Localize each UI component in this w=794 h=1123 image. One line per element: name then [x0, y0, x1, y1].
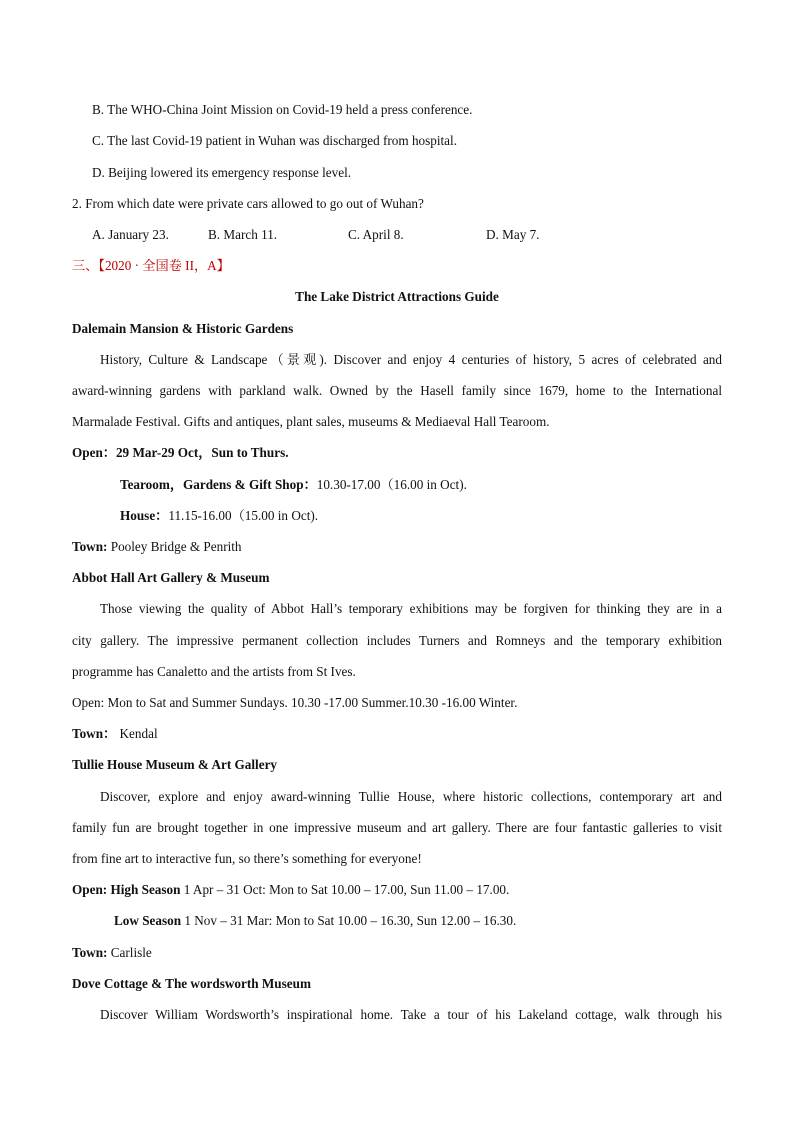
- tullie-paragraph-line-1: Discover, explore and enjoy award-winning Tullie House, where historic collections, contemporary art and: [100, 789, 722, 804]
- dalemain-paragraph-line-1: History, Culture & Landscape（景观). Discover and enjoy 4 centuries of history, 5 acres of celebrated and: [100, 352, 722, 367]
- high-season-label: Open: High Season: [72, 882, 181, 897]
- tullie-town: [72, 944, 722, 962]
- town-label: Town:: [72, 539, 108, 554]
- abbot-paragraph-line-2: city gallery. The impressive permanent collection includes Turners and Romneys and the temporary exhibition: [72, 633, 722, 648]
- tullie-high-season: [72, 881, 722, 899]
- abbot-open: Open: Mon to Sat and Summer Sundays. 10.30 -17.00 Summer.10.30 -16.00 Winter.: [72, 695, 518, 710]
- option-1b: B. The WHO-China Joint Mission on Covid-19 held a press conference.: [92, 102, 473, 117]
- high-season-hours: 1 Apr – 31 Oct: Mon to Sat 10.00 – 17.00, Sun 11.00 – 17.00.: [183, 882, 510, 897]
- section-heading: 三、【2020 · 全国卷 II，A】: [72, 258, 230, 273]
- town-value: Kendal: [119, 726, 158, 741]
- option-2c: C. April 8.: [348, 227, 404, 242]
- house-label: House：: [120, 508, 169, 523]
- town-label: Town:: [72, 945, 108, 960]
- dalemain-paragraph-line-2: award-winning gardens with parkland walk. Owned by the Hasell family since 1679, home to the International: [72, 383, 722, 398]
- dalemain-tearoom-hours: [120, 476, 770, 494]
- guide-title: The Lake District Attractions Guide: [295, 289, 499, 304]
- house-hours: 11.15-16.00（15.00 in Oct).: [168, 508, 319, 523]
- dalemain-town: [72, 538, 722, 556]
- dalemain-heading: Dalemain Mansion & Historic Gardens: [72, 321, 294, 336]
- town-value: Carlisle: [110, 945, 152, 960]
- dalemain-house-hours: [120, 507, 770, 525]
- dove-paragraph-line-1: Discover William Wordsworth’s inspirational home. Take a tour of his Lakeland cottage, walk through his: [100, 1007, 722, 1022]
- tearoom-label: Tearoom，Gardens & Gift Shop：: [120, 477, 317, 492]
- tullie-paragraph-line-3: from fine art to interactive fun, so there’s something for everyone!: [72, 851, 422, 866]
- question-2: 2. From which date were private cars allowed to go out of Wuhan?: [72, 196, 424, 211]
- option-2a: A. January 23.: [92, 227, 169, 242]
- option-2b: B. March 11.: [208, 227, 278, 242]
- dalemain-paragraph-line-3: Marmalade Festival. Gifts and antiques, plant sales, museums & Mediaeval Hall Tearoom.: [72, 414, 550, 429]
- abbot-town: [72, 725, 722, 743]
- option-1c: C. The last Covid-19 patient in Wuhan was discharged from hospital.: [92, 133, 457, 148]
- abbot-paragraph-line-3: programme has Canaletto and the artists from St Ives.: [72, 664, 356, 679]
- tullie-low-season: [114, 912, 764, 930]
- abbot-heading: Abbot Hall Art Gallery & Museum: [72, 570, 270, 585]
- tullie-paragraph-line-2: family fun are brought together in one impressive museum and art gallery. There are four fantastic galleries to visit: [72, 820, 722, 835]
- tearoom-hours: 10.30-17.00（16.00 in Oct).: [316, 477, 467, 492]
- option-1d: D. Beijing lowered its emergency response level.: [92, 165, 352, 180]
- option-2d: D. May 7.: [486, 227, 540, 242]
- dalemain-open: Open：29 Mar-29 Oct，Sun to Thurs.: [72, 445, 289, 460]
- town-value: Pooley Bridge & Penrith: [110, 539, 242, 554]
- dove-heading: Dove Cottage & The wordsworth Museum: [72, 976, 311, 991]
- low-season-label: Low Season: [114, 913, 182, 928]
- abbot-paragraph-line-1: Those viewing the quality of Abbot Hall’s temporary exhibitions may be forgiven for thinking they are in a: [100, 601, 722, 616]
- tullie-heading: Tullie House Museum & Art Gallery: [72, 757, 278, 772]
- low-season-hours: 1 Nov – 31 Mar: Mon to Sat 10.00 – 16.30, Sun 12.00 – 16.30.: [184, 913, 517, 928]
- town-label: Town：: [72, 726, 117, 741]
